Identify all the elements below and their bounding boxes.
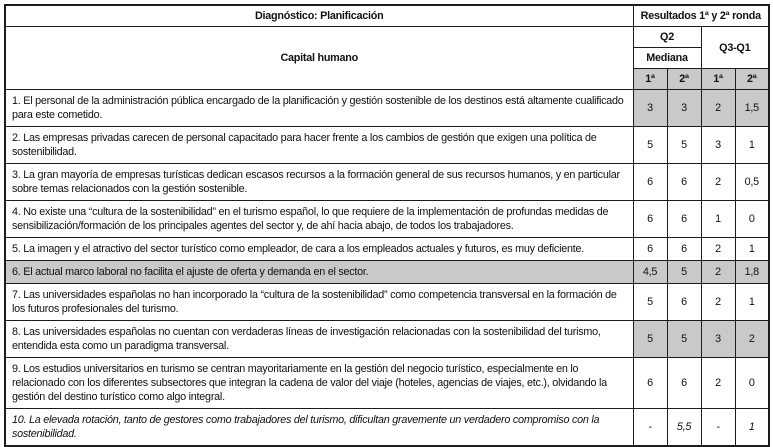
value-cell: 6	[633, 238, 667, 261]
value-cell: 5	[633, 284, 667, 321]
header-capital-humano: Capital humano	[5, 27, 633, 90]
header-q3-q1: Q3-Q1	[701, 27, 769, 69]
header-round-2a-mediana: 2ª	[667, 69, 701, 90]
value-cell: 2	[701, 164, 735, 201]
table-row	[5, 164, 769, 201]
statement-cell: 4. No existe una “cultura de la sostenibilidad” en el turismo español, lo que requiere de la implementación de profundas medidas de sensibilización/formación de los principales agentes del sector y, de ahí hacia abajo, de todos los trabajadores.	[5, 201, 633, 238]
value-cell: 6	[633, 164, 667, 201]
table-header	[5, 5, 769, 90]
value-cell: 0	[735, 358, 769, 409]
statement-cell: 6. El actual marco laboral no facilita el ajuste de oferta y demanda en el sector.	[5, 261, 633, 284]
header-round-2a-q3q1: 2ª	[735, 69, 769, 90]
value-cell: 5,5	[667, 409, 701, 447]
value-cell: 6	[667, 284, 701, 321]
value-cell: 1	[701, 201, 735, 238]
value-cell: 1	[735, 238, 769, 261]
value-cell: 3	[701, 127, 735, 164]
value-cell: 3	[701, 321, 735, 358]
header-round-1a-mediana: 1ª	[633, 69, 667, 90]
value-cell: -	[701, 409, 735, 447]
header-q2: Q2	[633, 27, 701, 48]
header-mediana: Mediana	[633, 48, 701, 69]
value-cell: 2	[701, 90, 735, 127]
table-row	[5, 127, 769, 164]
statement-cell: 1. El personal de la administración pública encargado de la planificación y gestión sostenible de los destinos está altamente cualificado para este cometido.	[5, 90, 633, 127]
table-row	[5, 358, 769, 409]
value-cell: 2	[701, 261, 735, 284]
value-cell: 1	[735, 284, 769, 321]
statement-cell: 7. Las universidades españolas no han incorporado la “cultura de la sostenibilidad” como competencia transversal en la formación de los futuros profesionales del turismo.	[5, 284, 633, 321]
value-cell: 6	[667, 164, 701, 201]
value-cell: 0,5	[735, 164, 769, 201]
value-cell: 6	[667, 358, 701, 409]
table-row	[5, 201, 769, 238]
value-cell: 6	[667, 238, 701, 261]
value-cell: 2	[735, 321, 769, 358]
table-row	[5, 90, 769, 127]
statement-cell: 3. La gran mayoría de empresas turísticas dedican escasos recursos a la formación general de sus recursos humanos, y en particular sobre temas relacionados con la gestión sostenible.	[5, 164, 633, 201]
value-cell: 5	[667, 321, 701, 358]
value-cell: -	[633, 409, 667, 447]
value-cell: 0	[735, 201, 769, 238]
value-cell: 2	[701, 358, 735, 409]
value-cell: 3	[667, 90, 701, 127]
value-cell: 2	[701, 238, 735, 261]
value-cell: 1,5	[735, 90, 769, 127]
value-cell: 4,5	[633, 261, 667, 284]
statement-cell: 10. La elevada rotación, tanto de gestores como trabajadores del turismo, dificultan gravemente un verdadero compromiso con la sostenibilidad.	[5, 409, 633, 447]
table-row	[5, 409, 769, 447]
table-body	[5, 90, 769, 447]
header-resultados: Resultados 1ª y 2ª ronda	[633, 5, 769, 27]
value-cell: 2	[701, 284, 735, 321]
statement-cell: 8. Las universidades españolas no cuentan con verdaderas líneas de investigación relacionadas con la sostenibilidad del turismo, entendida esta como un paradigma transversal.	[5, 321, 633, 358]
statement-cell: 9. Los estudios universitarios en turismo se centran mayoritariamente en la gestión del negocio turístico, especialmente en lo relacionado con los diferentes subsectores que integran la cadena de valor del viaje (hoteles, agencias de viajes, etc.), olvidando la gestión del destino turístico como algo integral.	[5, 358, 633, 409]
value-cell: 6	[633, 201, 667, 238]
diagnostics-table	[4, 4, 770, 447]
value-cell: 3	[633, 90, 667, 127]
table-row	[5, 238, 769, 261]
header-round-1a-q3q1: 1ª	[701, 69, 735, 90]
header-row-title	[5, 5, 769, 27]
value-cell: 6	[667, 201, 701, 238]
value-cell: 5	[633, 127, 667, 164]
table-row	[5, 321, 769, 358]
value-cell: 1	[735, 409, 769, 447]
value-cell: 5	[633, 321, 667, 358]
value-cell: 6	[633, 358, 667, 409]
header-diagnostico: Diagnóstico: Planificación	[5, 5, 633, 27]
value-cell: 5	[667, 261, 701, 284]
value-cell: 1,8	[735, 261, 769, 284]
value-cell: 5	[667, 127, 701, 164]
statement-cell: 2. Las empresas privadas carecen de personal capacitado para hacer frente a los cambios de gestión que exigen una política de sostenibilidad.	[5, 127, 633, 164]
value-cell: 1	[735, 127, 769, 164]
table-row	[5, 284, 769, 321]
statement-cell: 5. La imagen y el atractivo del sector turístico como empleador, de cara a los empleados actuales y futuros, es muy deficiente.	[5, 238, 633, 261]
header-row-groups	[5, 27, 769, 48]
table-row	[5, 261, 769, 284]
